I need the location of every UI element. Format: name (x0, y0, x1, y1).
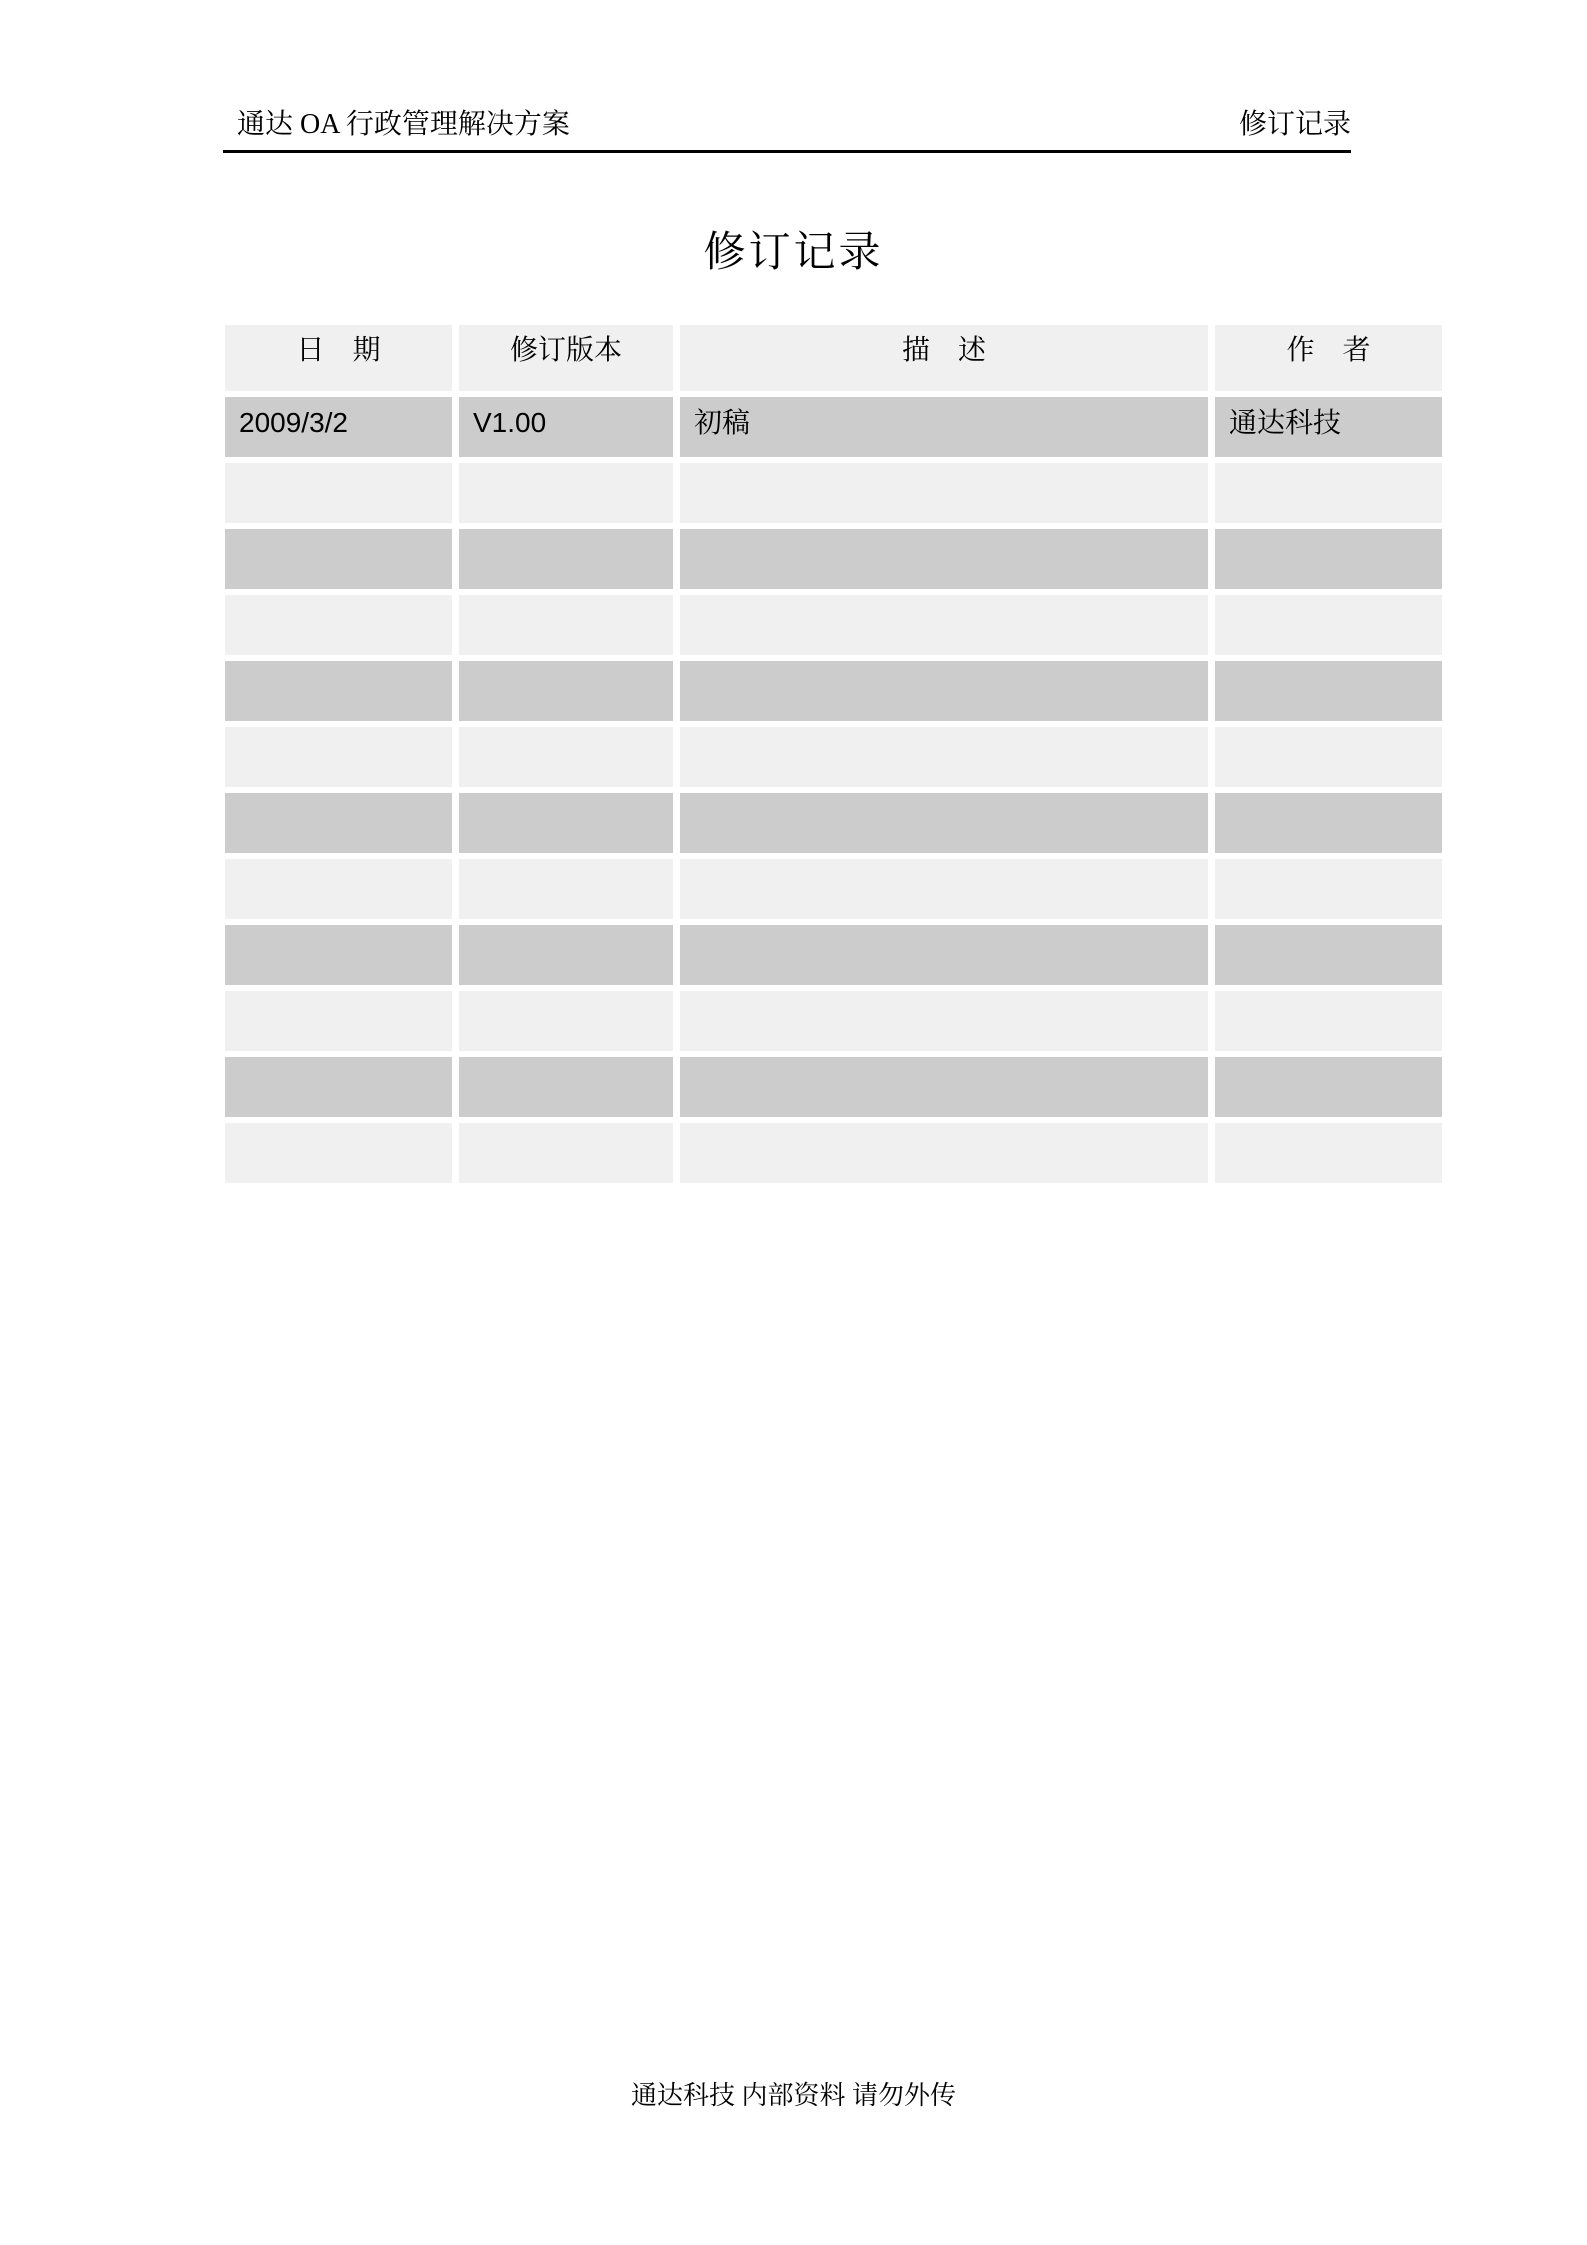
table-row (225, 529, 1442, 589)
cell-version (459, 1057, 673, 1117)
cell-version (459, 991, 673, 1051)
cell-author (1215, 925, 1442, 985)
page-footer: 通达科技 内部资料 请勿外传 (630, 2081, 956, 2110)
table-row (225, 859, 1442, 919)
table-row (225, 397, 1442, 457)
cell-version (459, 661, 673, 721)
cell-description (680, 793, 1208, 853)
table-row (225, 1123, 1442, 1183)
cell-description (680, 727, 1208, 787)
table-header-row (225, 325, 1442, 391)
cell-date: 2009/3/2 (225, 397, 452, 457)
revision-table (218, 319, 1449, 1189)
table-row (225, 463, 1442, 523)
cell-description (680, 661, 1208, 721)
cell-description (680, 1057, 1208, 1117)
cell-author (1215, 991, 1442, 1051)
cell-description (680, 1123, 1208, 1183)
cell-date (225, 1123, 452, 1183)
table-row (225, 661, 1442, 721)
cell-date (225, 991, 452, 1051)
cell-version (459, 529, 673, 589)
cell-date (225, 793, 452, 853)
cell-description (680, 991, 1208, 1051)
cell-date (225, 595, 452, 655)
table-row (225, 991, 1442, 1051)
cell-author (1215, 793, 1442, 853)
cell-description (680, 529, 1208, 589)
cell-date (225, 661, 452, 721)
cell-version (459, 463, 673, 523)
cell-description: 初稿 (680, 397, 1208, 457)
cell-author (1215, 595, 1442, 655)
column-header-author: 作 者 (1215, 325, 1442, 391)
cell-author (1215, 463, 1442, 523)
cell-author (1215, 859, 1442, 919)
cell-date (225, 529, 452, 589)
cell-version (459, 793, 673, 853)
column-header-date: 日 期 (225, 325, 452, 391)
page-title: 修订记录 (703, 228, 884, 275)
cell-version (459, 727, 673, 787)
cell-author (1215, 529, 1442, 589)
cell-description (680, 925, 1208, 985)
column-header-version: 修订版本 (459, 325, 673, 391)
cell-version (459, 1123, 673, 1183)
column-header-description: 描 述 (680, 325, 1208, 391)
cell-author (1215, 1057, 1442, 1117)
table-row (225, 793, 1442, 853)
cell-date (225, 925, 452, 985)
cell-version: V1.00 (459, 397, 673, 457)
cell-description (680, 859, 1208, 919)
header-document-title: 通达 OA 行政管理解决方案 (237, 109, 570, 140)
cell-description (680, 463, 1208, 523)
cell-description (680, 595, 1208, 655)
cell-date (225, 463, 452, 523)
cell-author: 通达科技 (1215, 397, 1442, 457)
table-row (225, 595, 1442, 655)
table-row (225, 925, 1442, 985)
cell-author (1215, 1123, 1442, 1183)
table-row (225, 1057, 1442, 1117)
header-section-label: 修订记录 (1238, 109, 1351, 140)
cell-author (1215, 727, 1442, 787)
cell-date (225, 859, 452, 919)
cell-date (225, 727, 452, 787)
cell-version (459, 595, 673, 655)
cell-author (1215, 661, 1442, 721)
table-row (225, 727, 1442, 787)
page-header (223, 110, 1351, 153)
cell-version (459, 859, 673, 919)
cell-version (459, 925, 673, 985)
cell-date (225, 1057, 452, 1117)
